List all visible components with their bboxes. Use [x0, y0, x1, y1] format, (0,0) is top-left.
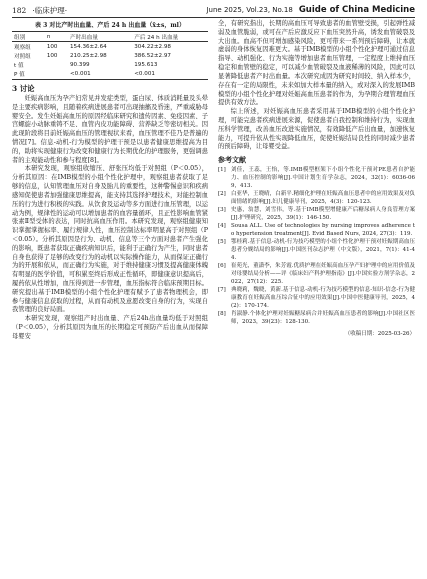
received-date: （收稿日期：2025-03-26）	[344, 330, 415, 337]
reference-item	[218, 287, 415, 311]
reference-text: 肖淑静.个体化护理对妊娠糖尿病合并妊娠高血压患者的影响[J].中国社区医师，2023，39(23)：128-130.	[231, 310, 415, 325]
table-cell: 195.613	[134, 62, 158, 69]
reference-item	[218, 311, 415, 327]
right-column	[218, 20, 415, 337]
table-row	[12, 70, 208, 80]
references-heading: 参考文献	[218, 155, 246, 165]
reference-text: 白亚华，王晓晴，白新平.精细化护理在妊娠高血压患者中的应用效果及对负面情绪的影响[J].妇儿健康导刊，2025，4(3)：120-123.	[231, 191, 415, 205]
reference-text: 刘佳，王蕊，王怡，等.IMB模型框架下小组个性化干预对PE患者自护能力、血压控制的影响[J].中国计划生育学杂志，2024，32(1)：6036-069，413.	[231, 167, 415, 189]
table-cell: 304.22±2.98	[134, 43, 171, 50]
reference-number: [8]	[218, 310, 226, 317]
table-cell: <0.001	[134, 71, 155, 78]
data-table	[12, 31, 208, 80]
table-cell	[45, 61, 68, 70]
section-heading: 3 讨论	[12, 83, 35, 93]
reference-number: [2]	[218, 191, 226, 198]
table-column-header: 产后 24 h 出血量	[134, 34, 179, 41]
table-cell: 210.25±2.98	[69, 52, 107, 59]
reference-item	[218, 239, 415, 263]
table-cell: 对照组	[14, 53, 31, 60]
table-column-header: n	[46, 33, 51, 40]
table-header-row	[12, 32, 208, 42]
table-caption: 表 3 对比产时出血量、产后 24 h 出血量（x̄±s，ml）	[35, 22, 185, 29]
reference-item	[218, 263, 415, 287]
table-cell: 386.52±2.97	[134, 52, 171, 59]
reference-number: [3]	[218, 207, 226, 214]
table-cell	[45, 70, 68, 80]
table-cell: 154.36±2.64	[69, 43, 107, 50]
table-cell: P 值	[14, 72, 25, 79]
table-cell: 100	[46, 43, 58, 50]
reference-item	[218, 223, 415, 239]
table-cell: t 值	[14, 63, 24, 70]
reference-number: [6]	[218, 263, 226, 269]
body-paragraph: 本研究发现，观察组收缩压、舒张压均低于对照组（P＜0.05），分析其原因：在IMB模型的小组个性化护理中，观察组患者获取了足够的信息，认知管理血压对自身及胎儿的重要性，这种警惕意识和疾病感知促使患者加强健康思维提高，能支持其选择护理技术，对能控制血压的行为进行积极的实践。从饮食及运动等多方面进行血压管理，以运动为例，规律性的运动可以增加患者的血容量循环，且正性影响血管紧张素Ⅱ型受体的表达，同时抗高血压作用。本研究发现，观察组健康知识掌握掌握标率、履行规律人性，血压控制达标率明显高于对照组（P＜0.05）。分析其原因是行为、动机、信息等三个方面对患者产生强化的影响，既患者获取正确疾病知识后，能利于正确行为产生，同时患者自身也获得了足够的改变行为的动机以实际操作能力，从而保证正确行为的开展和依从，而正确行为实施，对于维持健康习惯及提高健康体魄有明显的医学价值，可积累至终后形成正性循环，即健康意识提高后，履药依从性增加，血压得到进一步管理，血压指标符合临床预期目标。研究提出基于IMB模型的小组个性化护理有赋予了患者物理机会，即参与健康信息获取的过程，从而有动机及意愿改变自身的行为，实现自我管理的良好局面。	[12, 165, 208, 314]
table-cell: <0.001	[69, 71, 91, 78]
reference-number: [5]	[218, 239, 226, 246]
journal-section: ·临床护理·	[32, 5, 68, 15]
reference-number: [4]	[218, 223, 226, 230]
table-column-header: 组别	[14, 34, 26, 41]
reference-item	[218, 207, 415, 223]
body-paragraph: 综上所述，对妊娠高血压患者采用基于IMB模型的小组个性化护理，可能完患者疾病进展来源，促使患者自我控制和维持行为，实现血压科学管理，改善血压改进实施情况，有效降低产后出血量，加速恢复能力，可提升依从性实现降低血压，促使妊娠结局良性的同时减少患者的预后障碍，让母婴受益。	[218, 108, 415, 151]
table-row	[12, 42, 208, 52]
reference-number: [7]	[218, 286, 226, 293]
page-header	[12, 4, 415, 16]
body-paragraph: 妊娠高血压为孕产妇常见并发症类型，蛋白尿、体质消耗量及头晕是主要疾病影响，且随着疾病进展患者可出现抽搐及昏迷，严重威胁母婴安全。发生妊娠高血压的原因经临床研究和遗传因素、免疫因素、子宫螺旋小动脉重铸不足、血管内皮功能障碍、营养缺乏等密切相关。因此现阶段将目前妊娠高血压的管理视状来看，血压管理不佳乃是普遍的情况[7]。信息-动机-行为模型的护理干预是以患者健康思维提高为目的，助将实现健康行为改变和健康行为长期优化的护理服务，更强调患者的主观能动性和参与程度[8]。	[12, 94, 208, 164]
reference-item	[218, 191, 415, 207]
table-column-header: 产时出血量	[69, 34, 98, 41]
journal-english-title: Guide of China Medicine	[298, 5, 415, 15]
table-row	[12, 61, 208, 70]
reference-text: Sousa ALL. Use of technologies by nursing improves adherence to hypertension treatment[J]. Evid Based Nurs, 2024, 27(3)：119.	[231, 223, 415, 237]
reference-number: [1]	[218, 167, 226, 174]
left-column	[12, 20, 208, 342]
reference-text: 崔苑光，董潇李，朱芳霞.优质护理在妊娠高血压孕产妇护理中的应用价值及对母婴结局分析——评《临床妇产科护理指南》[J].中国实验方剂学杂志，2022，27(12)：225.	[231, 263, 415, 285]
table-cell: 100	[46, 52, 58, 59]
table-row	[12, 51, 208, 60]
header-rule	[12, 17, 415, 18]
reference-item	[218, 167, 415, 191]
issue-info: June 2025, Vol.23, No.18	[206, 6, 293, 14]
table-cell: 观察组	[14, 44, 31, 51]
page-number: 182	[12, 5, 27, 15]
reference-text: 鄂桂莉.基于信息-动机-行为技巧模型的小组个性化护理干预对妊娠期高血压患者分娩结局的影响[J].中国医刊杂志护理（中文版），2021，7(1)：41-44.	[231, 239, 415, 261]
body-paragraph: 本研究发现，观察组产时出血量、产后24h出血量均低于对照组（P＜0.05），分析其原因为血压的长期稳定可预防产后出血从而保障母婴安	[12, 315, 208, 340]
reference-text: 典晓莉，魏晓，黄新.基于信息-动机-行为技巧模型的信息-知识-信念-行为健康教育在妊娠高血压综合征中的应用效果[J].中国中医健康导刊，2025，4(2)：170-174.	[231, 286, 415, 309]
reference-text: 史惠，翁慧，刘雪伟，等.基于IMB模型增健康产后糖尿病人身良管理方案[J].护理研究，2025，39(1)：146-150.	[231, 207, 415, 221]
table-cell: 90.399	[69, 62, 90, 69]
body-paragraph: 全，有研究指出，长期的高血压可导致患者的血管壁受损，引起弹性减弱及血管脆弱，或可在产后应激反应下血压突然升高，诱发血管破裂及大出血。血高不但可增加感染风险，更可带来一系列预后障碍，让本就虚弱的身体恢复因难更大。基于IMB模型的小组个性化护理可通过信息指导、动机强化、行为实施等增加患者血压管理，一定程度上维持血压稳定和血管壁的稳定，可以减少血管破裂及血液稀薄的风险，因此可以显著降低患者产时出血量。本次研究成因为研究时间较、纳入样本少，存在有一定的局限性，未来如加大样本量的纳入，或对深入的发展IMB模型的小组个性化护理对妊娠高血压患者的作为，为孕期合理管理血压提供有效方法。	[218, 20, 415, 107]
